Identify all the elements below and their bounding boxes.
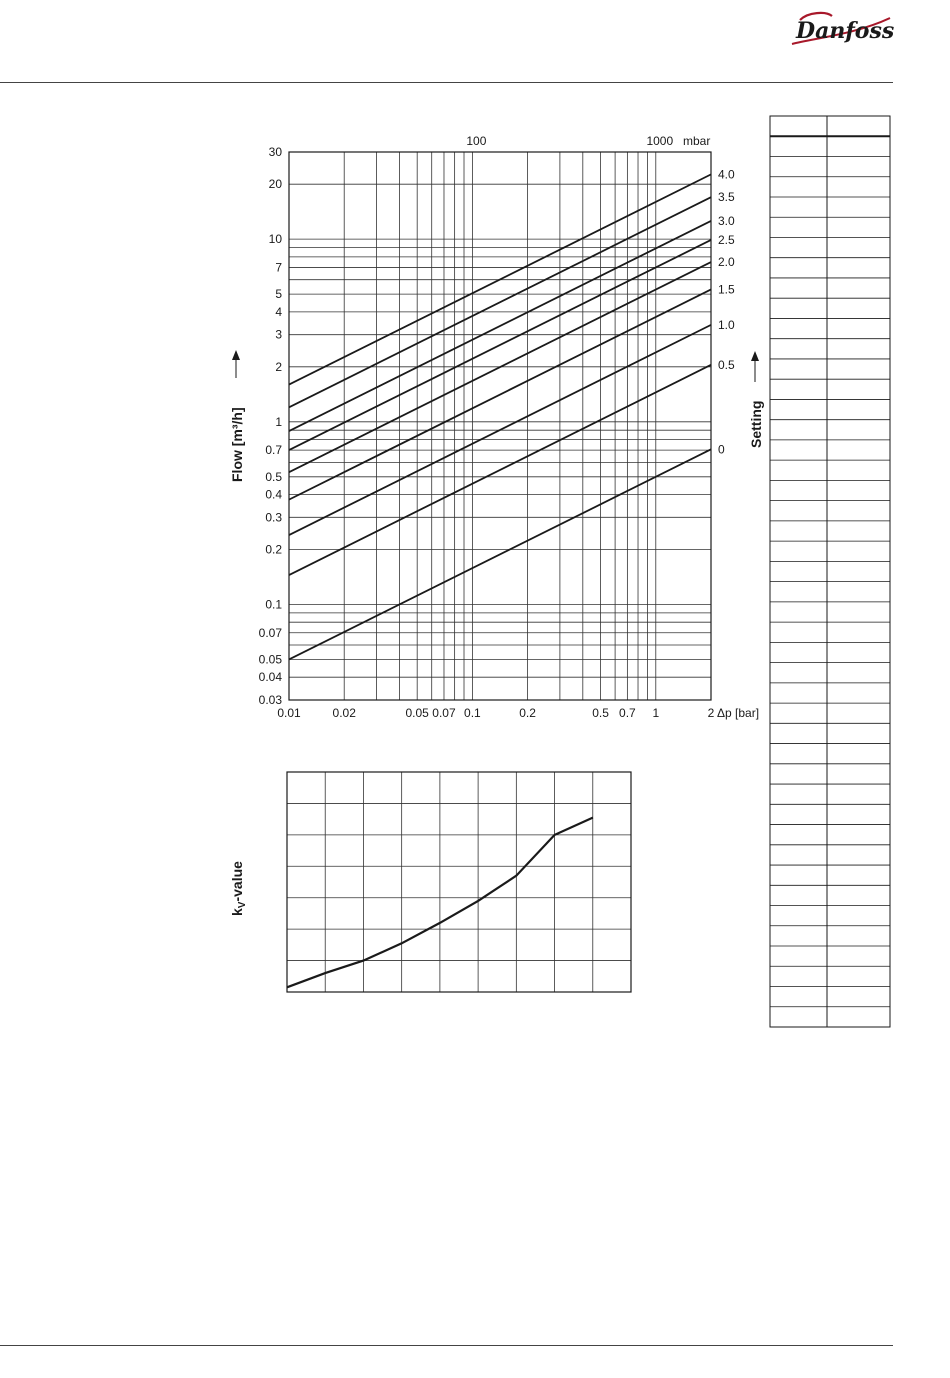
series-label-3.0: 3.0: [718, 213, 735, 228]
table-frame: [770, 116, 890, 1027]
series-label-4.0: 4.0: [718, 167, 735, 182]
y-tick-label: 0.07: [258, 625, 282, 640]
x-tick-label: 0.1: [464, 706, 481, 720]
y-tick-label: 3: [275, 327, 282, 342]
y-tick-label: 10: [268, 232, 282, 247]
y-tick-label: 5: [275, 287, 282, 302]
top-tick-label: 1000: [646, 134, 674, 148]
x-axis-label: Δp [bar]: [717, 706, 760, 720]
y-tick-label: 4: [275, 304, 282, 319]
top-tick-label: 100: [466, 134, 487, 148]
y-tick-label: 30: [268, 145, 282, 159]
x-tick-label: 0.05: [405, 706, 429, 720]
y-tick-label: 1: [275, 414, 282, 429]
y-tick-label: 0.04: [258, 670, 282, 685]
kv-axis-label-suffix: -value: [229, 861, 245, 902]
footer-rule: [0, 1345, 893, 1346]
x-tick-label: 0.07: [432, 706, 456, 720]
x-tick-label: 0.02: [332, 706, 356, 720]
right-axis-label: Setting: [748, 400, 764, 448]
y-tick-label: 2: [275, 359, 282, 374]
series-label-0: 0: [718, 442, 725, 457]
series-label-2.0: 2.0: [718, 255, 735, 270]
y-tick-label: 0.7: [265, 443, 282, 458]
top-axis-unit: mbar: [683, 134, 711, 148]
y-tick-label: 20: [268, 177, 282, 192]
x-tick-label: 0.7: [619, 706, 636, 720]
y-tick-label: 7: [275, 260, 282, 275]
y-tick-label: 0.4: [265, 487, 282, 502]
y-tick-label: 0.3: [265, 510, 282, 525]
x-tick-label: 1: [652, 706, 660, 720]
x-tick-label: 2: [707, 706, 715, 720]
x-tick-label: 0.5: [592, 706, 609, 720]
y-tick-label: 0.03: [258, 693, 282, 707]
x-tick-label: 0.2: [519, 706, 536, 720]
y-axis-label: Flow [m³/h]: [229, 407, 245, 482]
series-label-1.5: 1.5: [718, 282, 735, 297]
series-label-1.0: 1.0: [718, 317, 735, 332]
setting-table-grid: [770, 116, 890, 1027]
y-tick-label: 0.05: [258, 652, 282, 667]
kv-axis-label-main: k: [229, 908, 245, 916]
x-tick-label: 0.01: [277, 706, 301, 720]
series-label-0.5: 0.5: [718, 357, 735, 372]
kv-axis-label-sub: V: [237, 901, 248, 909]
logo-wordmark: Danfoss: [796, 18, 895, 44]
y-tick-label: 0.5: [265, 469, 282, 484]
y-tick-label: 0.1: [265, 597, 282, 612]
series-label-3.5: 3.5: [718, 190, 735, 205]
series-label-2.5: 2.5: [718, 232, 735, 247]
y-tick-label: 0.2: [265, 542, 282, 557]
